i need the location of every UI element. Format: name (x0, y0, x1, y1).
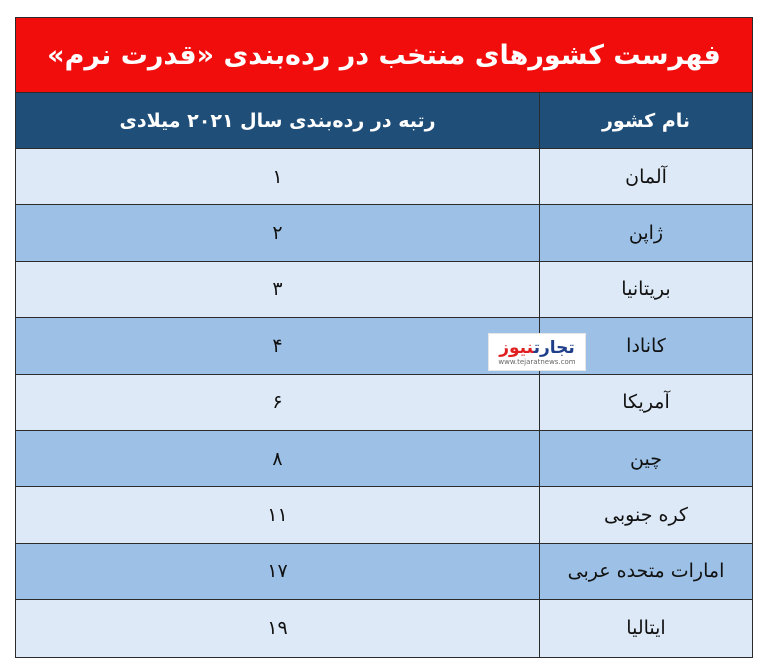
table-row (16, 431, 752, 487)
country-cell: ایتالیا (539, 600, 752, 656)
table-row (16, 318, 752, 374)
table-row (16, 544, 752, 600)
rank-cell: ۱۷ (267, 560, 288, 583)
watermark-part-a: تجارت (533, 337, 575, 358)
country-cell: آمریکا (539, 375, 752, 430)
country-cell: امارات متحده عربی (539, 544, 752, 599)
table-row (16, 262, 752, 318)
table-header-row (16, 93, 752, 149)
table-row (16, 600, 752, 656)
header-rank: رتبه در رده‌بندی سال ۲۰۲۱ میلادی (119, 109, 436, 132)
country-cell: کره جنوبی (539, 487, 752, 542)
rank-cell: ۱ (272, 165, 283, 188)
table-row (16, 149, 752, 205)
watermark-text (499, 338, 575, 358)
country-cell: کانادا (539, 318, 752, 373)
country-cell: بریتانیا (539, 262, 752, 317)
country-cell: ژاپن (539, 205, 752, 260)
rank-cell: ۳ (272, 278, 283, 301)
rank-cell: ۱۹ (267, 617, 288, 640)
country-cell: آلمان (539, 149, 752, 204)
table-row (16, 205, 752, 261)
watermark-logo (488, 333, 586, 371)
rank-cell: ۴ (272, 334, 283, 357)
ranking-table (15, 17, 753, 658)
table-title: فهرست کشورهای منتخب در رده‌بندی «قدرت نرم» (16, 18, 752, 93)
rank-cell: ۸ (272, 447, 283, 470)
table-row (16, 487, 752, 543)
rank-cell: ۶ (272, 391, 283, 414)
watermark-url: www.tejaratnews.com (498, 357, 576, 366)
rank-cell: ۱۱ (267, 504, 288, 527)
country-cell: چین (539, 431, 752, 486)
watermark-part-b: نیوز (499, 337, 534, 358)
table-row (16, 375, 752, 431)
rank-cell: ۲ (272, 222, 283, 245)
header-country: نام کشور (539, 93, 752, 148)
